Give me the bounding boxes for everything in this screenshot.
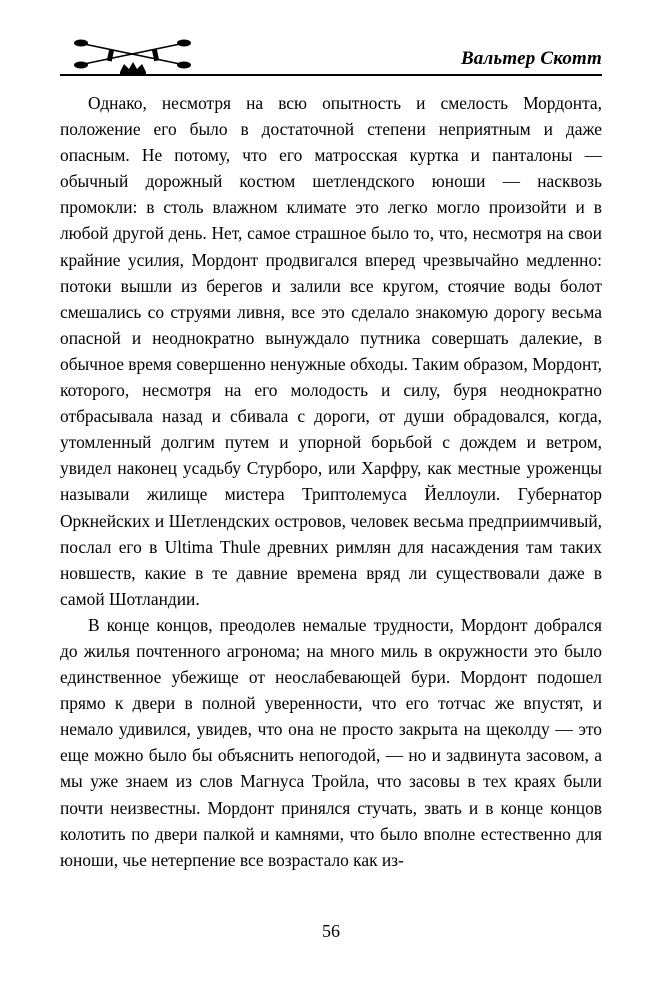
page-body	[60, 90, 602, 873]
paragraph: В конце концов, преодолев немалые трудности, Мордонт добрался до жилья почтенного агронома; на много миль в окружности это было единственное убежище от неослабевающей бури. Мордонт подошел прямо к двери в полной уверенности, что его тотчас же впустят, и немало удивился, увидев, что она не просто закрыта на щеколду — это еще можно было бы объяснить непогодой, — но и задвинута засовом, а мы уже знаем из слов Магнуса Тройла, что засовы в тех краях были почти неизвестны. Мордонт принялся стучать, звать и в конце концов колотить по двери палкой и камнями, что было вполне естественно для юноши, чье нетерпение все возрастало как из-	[60, 614, 602, 870]
running-head-author: Вальтер Скотт	[460, 48, 602, 69]
paragraph: Однако, несмотря на всю опытность и смелость Мордонта, положение его было в достаточной степени неприятным и даже опасным. Не потому, что его матросская куртка и панталоны — обычный дорожный костюм шетлендского юноши — насквозь промокли: в столь влажном климате это легко могло произойти и в любой другой день. Нет, самое страшное было то, что, несмотря на свои крайние усилия, Мордонт продвигался вперед чрезвычайно медленно: потоки вышли из берегов и залили все кругом, стоячие воды болот смешались со струями ливня, все это сделало знакомую дорогу весьма опасной и неоднократно вынуждало путника совершать далекие, в обычное время совершенно ненужные обходы. Таким образом, Мордонт, которого, несмотря на его молодость и силу, буря неоднократно отбрасывала назад и сбивала с дороги, от души обрадовался, когда, утомленный долгим путем и упорной борьбой с дождем и ветром, увидел наконец усадьбу Стурборо, или Харфру, как местные уроженцы называли жилище мистера Триптолемуса Йеллоули. Губернатор Оркнейских и Шетлендских островов, человек весьма предприимчивый, послал его в Ultima Thule древних римлян для насаждения там таких новшеств, какие в те давние времена вряд ли существовали даже в самой Шотландии.	[60, 93, 602, 609]
page-header	[60, 38, 602, 84]
crossed-swords-crown-ornament	[68, 38, 198, 78]
header-divider	[60, 74, 602, 76]
page-number: 56	[322, 921, 340, 941]
